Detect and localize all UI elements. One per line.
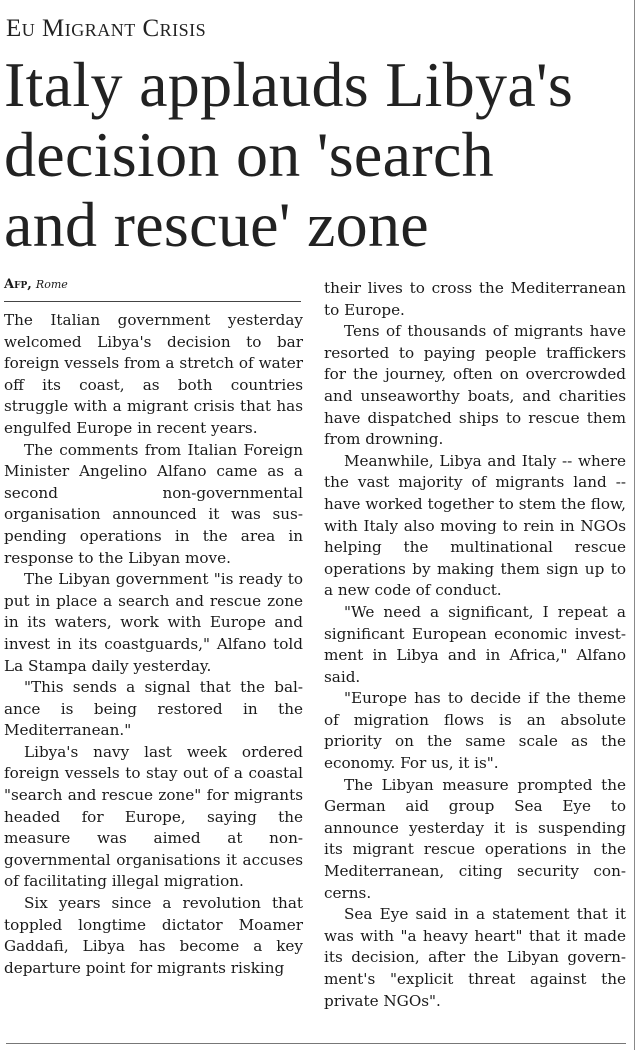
paragraph: The Italian government yesterday welcomed Libya's decision to bar foreign vessels from a stretch of water off its coast, as both countries struggle with a migrant crisis that has engulfed Europe in recent years.: [4, 311, 303, 437]
article-column-left: [4, 276, 303, 979]
paragraph: "Europe has to decide if the theme of migration flows is an absolute priority on the same scale as the economy. For us, it is".: [324, 689, 626, 773]
paragraph: The Libyan government "is ready to put in place a search and rescue zone in its waters, work with Europe and invest in its coastguards," Alfano told La Stampa daily yesterday.: [4, 570, 303, 675]
section-kicker: Eu Migrant Crisis: [6, 15, 207, 42]
article-column-right: [324, 278, 626, 1012]
byline-agency: Afp,: [4, 277, 32, 292]
paragraph: "We need a significant, I repeat a significant European economic investment in Libya and in Africa," Alfano said.: [324, 602, 626, 686]
bottom-rule: [6, 1043, 626, 1044]
byline-city: Rome: [35, 278, 68, 291]
headline-line: and rescue' zone: [4, 189, 429, 260]
paragraph: Sea Eye said in a statement that it was with "a heavy heart" that it made its decision, after the Libyan government's "explicit threat against the private NGOs".: [324, 905, 626, 1010]
paragraph: Tens of thousands of migrants have resorted to paying people traffickers for the journey, often on overcrowded and unseaworthy boats, and charities have dispatched ships to rescue them from drowning.: [324, 322, 626, 449]
headline-line: Italy applauds Libya's: [4, 49, 574, 120]
headline: [4, 50, 634, 260]
paragraph: "This sends a signal that the balance is being restored in the Mediterranean.": [4, 678, 303, 740]
paragraph: their lives to cross the Mediterranean to Europe.: [324, 279, 626, 319]
paragraph: Meanwhile, Libya and Italy -- where the vast majority of migrants land -- have worked together to stem the flow, with Italy also moving to rein in NGOs helping the multinational rescue operations by making them sign up to a new code of conduct.: [324, 451, 626, 600]
byline: [4, 276, 301, 302]
paragraph: The comments from Italian Foreign Minister Angelino Alfano came as a second non-governmental organisation announced it was suspending operations in the area in response to the Libyan move.: [4, 440, 303, 567]
paragraph: Libya's navy last week ordered foreign vessels to stay out of a coastal "search and rescue zone" for migrants headed for Europe, saying the measure was aimed at non-governmental organisations it accuses of facilitating illegal migration.: [4, 742, 303, 891]
headline-line: decision on 'search: [4, 119, 494, 190]
page-edge-rule: [634, 0, 635, 1050]
paragraph: Six years since a revolution that toppled longtime dictator Moamer Gaddafi, Libya has become a key departure point for migrants risking: [4, 894, 303, 977]
paragraph: The Libyan measure prompted the German aid group Sea Eye to announce yesterday it is suspending its migrant rescue operations in the Mediterranean, citing security concerns.: [324, 775, 626, 902]
